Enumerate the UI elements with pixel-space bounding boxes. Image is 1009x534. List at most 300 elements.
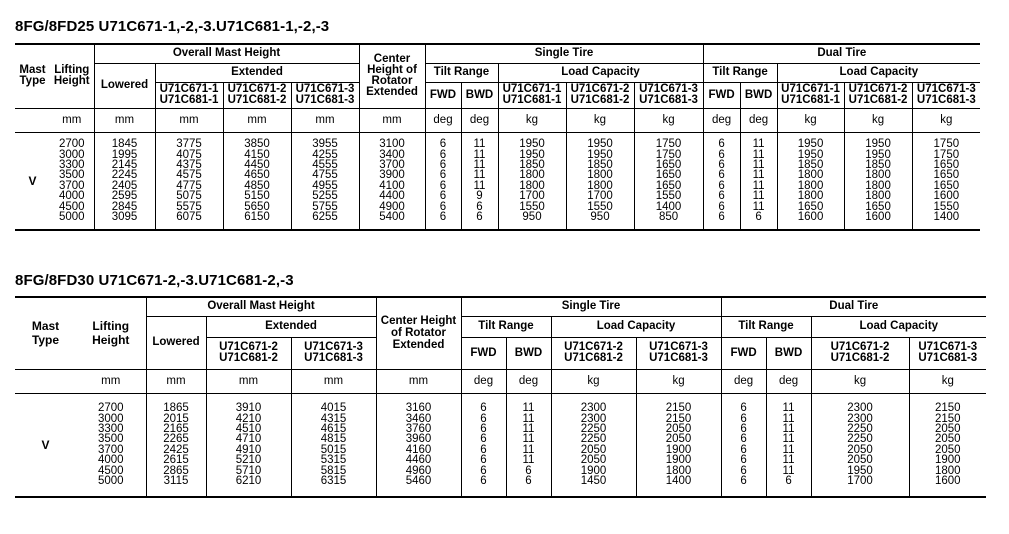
data-value: 3300: [58, 158, 85, 171]
dual-bwd-header: BWD: [740, 82, 777, 108]
data-value: 1750: [933, 148, 960, 161]
data-column-cell: [461, 132, 498, 230]
data-value: 2050: [934, 443, 961, 456]
dual-tilt-range-header: Tilt Range: [703, 63, 777, 82]
data-value: 2865: [163, 464, 189, 477]
data-value: 6: [718, 169, 725, 182]
data-value: 11: [473, 179, 486, 192]
mast-type-header: [15, 44, 50, 108]
data-column-cell: [703, 132, 740, 230]
data-value: 5315: [320, 454, 347, 467]
data-value: 3100: [379, 138, 405, 151]
data-value: 6: [718, 148, 725, 161]
single-load-col-2-header: U71C671-3 U71C681-3: [636, 337, 721, 369]
unit-cell: deg: [506, 369, 551, 393]
data-value: 3115: [163, 474, 189, 487]
data-value: 1950: [797, 138, 824, 151]
data-value: 2050: [580, 443, 607, 456]
data-value: 2700: [97, 402, 124, 415]
data-value: 1950: [587, 138, 613, 151]
data-value: 6: [740, 422, 747, 435]
data-value: 1800: [587, 179, 613, 192]
data-value: 6: [439, 169, 447, 182]
data-value: 11: [752, 158, 765, 171]
unit-cell: kg: [566, 108, 634, 132]
data-value: 1800: [865, 179, 891, 192]
data-value: 1950: [865, 138, 891, 151]
single-fwd-header: FWD: [425, 82, 461, 108]
data-value: 4775: [176, 179, 202, 192]
data-value: 4150: [244, 148, 270, 161]
single-load-col-1-header: U71C671-2 U71C681-2: [551, 337, 636, 369]
single-load-col-3-header: U71C671-3 U71C681-3: [634, 82, 703, 108]
data-value: 11: [522, 422, 535, 435]
data-value: 1650: [655, 169, 682, 182]
data-value: 950: [522, 210, 542, 223]
data-value: 6: [480, 402, 487, 415]
data-value: 4850: [244, 179, 270, 192]
data-value: 11: [522, 412, 535, 425]
dual-load-capacity-header: Load Capacity: [811, 316, 986, 337]
mast-type-header-text: Mast Type: [19, 64, 46, 88]
data-value: 6: [439, 210, 447, 223]
table2-spec-table: [15, 296, 986, 498]
data-value: 5000: [58, 210, 85, 223]
data-value: 6: [718, 210, 725, 223]
data-value: 4500: [58, 200, 85, 213]
data-value: 4000: [97, 454, 124, 467]
unit-cell: mm: [146, 369, 206, 393]
data-value: 3760: [405, 422, 432, 435]
data-value: 2150: [934, 402, 961, 415]
center-height-header: Center Height of Rotator Extended: [376, 297, 461, 369]
data-value: 3700: [97, 443, 124, 456]
data-value: 6: [740, 474, 747, 487]
single-tire-header: Single Tire: [461, 297, 721, 316]
data-value: 6: [480, 443, 487, 456]
ext-col-1-header: U71C671-2 U71C681-2: [206, 337, 291, 369]
dual-load-col-2-header: U71C671-2 U71C681-2: [844, 82, 912, 108]
data-column-cell: [359, 132, 425, 230]
data-value: 6210: [235, 474, 262, 487]
data-value: 1950: [847, 464, 873, 477]
mast-type-header: Mast Type: [15, 297, 76, 369]
data-value: 2250: [847, 433, 873, 446]
data-value: 2300: [580, 402, 607, 415]
unit-cell: mm: [359, 108, 425, 132]
unit-cell: deg: [766, 369, 811, 393]
data-value: 4900: [379, 200, 405, 213]
data-value: 2050: [665, 422, 692, 435]
data-value: 1750: [933, 138, 960, 151]
data-value: 5015: [320, 443, 347, 456]
data-value: 1700: [519, 190, 545, 203]
data-value: 3095: [111, 210, 138, 223]
data-value: 2165: [163, 422, 189, 435]
data-value: 4955: [312, 179, 338, 192]
mast-type-value: V: [15, 393, 76, 497]
data-value: 4650: [244, 169, 270, 182]
data-value: 5400: [379, 210, 405, 223]
table1-units-row: [15, 108, 980, 132]
data-value: 1700: [847, 474, 873, 487]
data-column-cell: [291, 132, 359, 230]
data-value: 1800: [519, 179, 545, 192]
data-value: 3700: [379, 158, 405, 171]
data-value: 6: [740, 454, 747, 467]
data-value: 4555: [312, 158, 338, 171]
overall-mast-height-header: Overall Mast Height: [94, 44, 359, 63]
unit-cell: kg: [498, 108, 566, 132]
lifting-height-header: Lifting Height: [76, 297, 146, 369]
data-value: 6: [480, 464, 487, 477]
data-value: 1900: [665, 443, 692, 456]
data-value: 11: [752, 190, 765, 203]
unit-cell: kg: [844, 108, 912, 132]
unit-cell: kg: [636, 369, 721, 393]
data-value: 2595: [111, 190, 138, 203]
single-load-capacity-header: Load Capacity: [551, 316, 721, 337]
data-value: 3900: [379, 169, 405, 182]
dual-bwd-header: BWD: [766, 337, 811, 369]
data-value: 5575: [176, 200, 202, 213]
data-column-cell: [155, 132, 223, 230]
data-value: 11: [473, 169, 486, 182]
data-value: 1750: [655, 138, 682, 151]
dual-fwd-header: FWD: [703, 82, 740, 108]
data-value: 3300: [97, 422, 124, 435]
data-value: 1650: [655, 179, 682, 192]
data-value: 850: [658, 210, 679, 223]
data-value: 1800: [865, 190, 891, 203]
unit-cell: mm: [50, 108, 94, 132]
data-value: 6: [718, 179, 725, 192]
single-bwd-header: BWD: [461, 82, 498, 108]
data-value: 3000: [97, 412, 124, 425]
data-value: 4015: [320, 402, 347, 415]
unit-cell: mm: [376, 369, 461, 393]
data-value: 1650: [933, 179, 960, 192]
data-value: 4460: [405, 454, 432, 467]
data-value: 1400: [933, 210, 960, 223]
single-tilt-range-header: Tilt Range: [425, 63, 498, 82]
data-value: 4755: [312, 169, 338, 182]
dual-fwd-header: FWD: [721, 337, 766, 369]
data-value: 4710: [235, 433, 262, 446]
data-column-cell: [506, 393, 551, 497]
data-value: 4960: [405, 464, 432, 477]
data-value: 1550: [655, 190, 682, 203]
data-value: 5150: [244, 190, 270, 203]
data-value: 11: [752, 179, 765, 192]
data-value: 1900: [934, 454, 961, 467]
data-value: 11: [752, 200, 765, 213]
data-value: 1800: [665, 464, 692, 477]
data-column-cell: [206, 393, 291, 497]
unit-cell: mm: [291, 108, 359, 132]
data-value: 2050: [847, 443, 873, 456]
data-column-cell: [223, 132, 291, 230]
data-value: 1400: [665, 474, 692, 487]
dual-tilt-range-header: Tilt Range: [721, 316, 811, 337]
data-value: 2050: [934, 433, 961, 446]
data-value: 6315: [320, 474, 347, 487]
data-value: 1850: [865, 158, 891, 171]
data-column-cell: [766, 393, 811, 497]
data-value: 3000: [58, 148, 85, 161]
data-value: 11: [473, 158, 486, 171]
data-value: 1800: [797, 179, 824, 192]
data-value: 5210: [235, 454, 262, 467]
data-value: 4450: [244, 158, 270, 171]
data-column-cell: [291, 393, 376, 497]
data-value: 1650: [655, 158, 682, 171]
data-value: 4910: [235, 443, 262, 456]
data-value: 1900: [665, 454, 692, 467]
unit-cell: mm: [291, 369, 376, 393]
data-value: 6: [718, 138, 725, 151]
table1-spec-table: [15, 43, 980, 231]
unit-cell: kg: [909, 369, 986, 393]
data-value: 5075: [176, 190, 202, 203]
data-value: 5755: [312, 200, 338, 213]
data-value: 2050: [580, 454, 607, 467]
dual-tire-header: Dual Tire: [721, 297, 986, 316]
unit-cell: mm: [155, 108, 223, 132]
unit-cell: deg: [703, 108, 740, 132]
data-value: 5000: [97, 474, 124, 487]
data-column-cell: [811, 393, 909, 497]
data-value: 4400: [379, 190, 405, 203]
data-value: 2050: [847, 454, 873, 467]
data-value: 1850: [797, 158, 824, 171]
extended-header: Extended: [206, 316, 376, 337]
data-value: 6: [740, 464, 747, 477]
data-column-cell: [94, 132, 155, 230]
data-value: 3460: [405, 412, 432, 425]
data-value: 1950: [797, 148, 824, 161]
unit-cell: deg: [721, 369, 766, 393]
single-tire-header: Single Tire: [425, 44, 703, 63]
data-column-cell: [551, 393, 636, 497]
data-value: 4510: [235, 422, 262, 435]
data-value: 1650: [933, 169, 960, 182]
data-value: 2015: [163, 412, 189, 425]
data-value: 3910: [235, 402, 262, 415]
data-column-cell: [498, 132, 566, 230]
data-value: 5460: [405, 474, 432, 487]
table2-title: 8FG/8FD30 U71C671-2,-3.U71C681-2,-3: [15, 272, 294, 289]
lowered-header: Lowered: [94, 63, 155, 108]
data-value: 11: [782, 412, 795, 425]
dual-load-col-1-header: U71C671-1 U71C681-1: [777, 82, 844, 108]
data-value: 950: [590, 210, 610, 223]
data-value: 2050: [665, 433, 692, 446]
data-value: 1950: [519, 148, 545, 161]
data-value: 2615: [163, 454, 189, 467]
data-value: 6: [439, 138, 447, 151]
data-value: 4255: [312, 148, 338, 161]
unit-cell: deg: [425, 108, 461, 132]
data-value: 6075: [176, 210, 202, 223]
data-value: 1800: [865, 169, 891, 182]
single-tilt-range-header: Tilt Range: [461, 316, 551, 337]
table1-data-row: [15, 132, 980, 230]
single-bwd-header: BWD: [506, 337, 551, 369]
data-value: 11: [782, 422, 795, 435]
data-column-cell: [461, 393, 506, 497]
data-value: 11: [522, 402, 535, 415]
data-value: 6: [740, 412, 747, 425]
data-value: 1845: [111, 138, 138, 151]
unit-cell: kg: [551, 369, 636, 393]
data-value: 1950: [519, 138, 545, 151]
data-value: 11: [473, 148, 486, 161]
data-value: 6: [439, 158, 447, 171]
data-value: 4000: [58, 190, 85, 203]
data-value: 1400: [655, 200, 682, 213]
data-value: 1750: [655, 148, 682, 161]
data-value: 1650: [797, 200, 824, 213]
data-value: 6255: [312, 210, 338, 223]
overall-mast-height-header: Overall Mast Height: [146, 297, 376, 316]
unit-cell: kg: [777, 108, 844, 132]
data-value: 1800: [797, 169, 824, 182]
data-column-cell: [566, 132, 634, 230]
data-value: 6: [740, 443, 747, 456]
data-value: 4160: [405, 443, 432, 456]
data-value: 5255: [312, 190, 338, 203]
data-value: 2300: [847, 402, 873, 415]
data-value: 11: [522, 454, 535, 467]
data-column-cell: [146, 393, 206, 497]
data-value: 1800: [934, 464, 961, 477]
data-value: 1950: [865, 148, 891, 161]
data-value: 5650: [244, 200, 270, 213]
single-fwd-header: FWD: [461, 337, 506, 369]
unit-cell: deg: [461, 369, 506, 393]
data-value: 6: [439, 190, 447, 203]
data-column-cell: [376, 393, 461, 497]
data-value: 2265: [163, 433, 189, 446]
data-value: 2250: [847, 422, 873, 435]
table2-units-row: [15, 369, 986, 393]
data-value: 4575: [176, 169, 202, 182]
single-load-col-2-header: U71C671-2 U71C681-2: [566, 82, 634, 108]
ext-col-2-header: U71C671-3 U71C681-3: [291, 337, 376, 369]
data-value: 1995: [111, 148, 138, 161]
data-value: 3955: [312, 138, 338, 151]
data-value: 6: [525, 464, 532, 477]
data-value: 4615: [320, 422, 347, 435]
data-value: 1600: [865, 210, 891, 223]
data-value: 1600: [933, 190, 960, 203]
data-value: 3775: [176, 138, 202, 151]
data-value: 1950: [587, 148, 613, 161]
data-value: 6: [480, 422, 487, 435]
data-value: 6: [718, 200, 725, 213]
data-value: 11: [752, 138, 765, 151]
unit-cell: kg: [912, 108, 980, 132]
data-value: 11: [522, 433, 535, 446]
data-column-cell: [721, 393, 766, 497]
data-value: 11: [752, 169, 765, 182]
data-value: 11: [782, 464, 795, 477]
data-value: 4375: [176, 158, 202, 171]
unit-cell: mm: [223, 108, 291, 132]
data-value: 5815: [320, 464, 347, 477]
data-value: 6: [718, 190, 725, 203]
data-value: 2845: [111, 200, 138, 213]
data-value: 2250: [580, 433, 607, 446]
mast-type-unit-cell: [15, 369, 76, 393]
unit-cell: kg: [811, 369, 909, 393]
data-value: 6: [439, 179, 447, 192]
data-value: 11: [752, 148, 765, 161]
table2-data-row: [15, 393, 986, 497]
lifting-height-header: Lifting Height: [50, 44, 94, 108]
table1-title: 8FG/8FD25 U71C671-1,-2,-3.U71C681-1,-2,-3: [15, 18, 330, 35]
data-value: 11: [473, 138, 486, 151]
data-value: 1600: [934, 474, 961, 487]
data-value: 1700: [587, 190, 613, 203]
data-value: 6: [476, 210, 483, 223]
data-value: 4815: [320, 433, 347, 446]
unit-cell: deg: [461, 108, 498, 132]
unit-cell: mm: [94, 108, 155, 132]
data-value: 3160: [405, 402, 432, 415]
mast-type-value: V: [15, 132, 50, 230]
data-value: 1800: [587, 169, 613, 182]
ext-col-2-header: U71C671-2 U71C681-2: [223, 82, 291, 108]
single-load-col-1-header: U71C671-1 U71C681-1: [498, 82, 566, 108]
dual-load-capacity-header: Load Capacity: [777, 63, 980, 82]
data-value: 1550: [933, 200, 960, 213]
data-column-cell: [50, 132, 94, 230]
ext-col-1-header: U71C671-1 U71C681-1: [155, 82, 223, 108]
data-value: 1800: [797, 190, 824, 203]
data-value: 2050: [934, 422, 961, 435]
data-value: 3960: [405, 433, 432, 446]
extended-header: Extended: [155, 63, 359, 82]
data-value: 11: [782, 402, 795, 415]
data-value: 2250: [580, 422, 607, 435]
data-value: 6: [439, 200, 447, 213]
data-value: 1550: [587, 200, 613, 213]
data-value: 2300: [847, 412, 873, 425]
lowered-header: Lowered: [146, 316, 206, 369]
mast-type-unit-cell: [15, 108, 50, 132]
data-value: 6: [476, 200, 483, 213]
data-value: 6: [718, 158, 725, 171]
data-column-cell: [425, 132, 461, 230]
data-column-cell: [912, 132, 980, 230]
unit-cell: deg: [740, 108, 777, 132]
center-height-header: Center Height of Rotator Extended: [359, 44, 425, 108]
data-column-cell: [634, 132, 703, 230]
data-value: 11: [782, 454, 795, 467]
data-value: 1550: [519, 200, 545, 213]
data-value: 2700: [58, 138, 85, 151]
data-value: 6: [785, 474, 792, 487]
data-value: 4210: [235, 412, 262, 425]
data-value: 1450: [580, 474, 607, 487]
dual-load-col-2-header: U71C671-3 U71C681-3: [909, 337, 986, 369]
data-value: 2300: [580, 412, 607, 425]
unit-cell: kg: [634, 108, 703, 132]
data-value: 6: [439, 148, 447, 161]
data-value: 6150: [244, 210, 270, 223]
